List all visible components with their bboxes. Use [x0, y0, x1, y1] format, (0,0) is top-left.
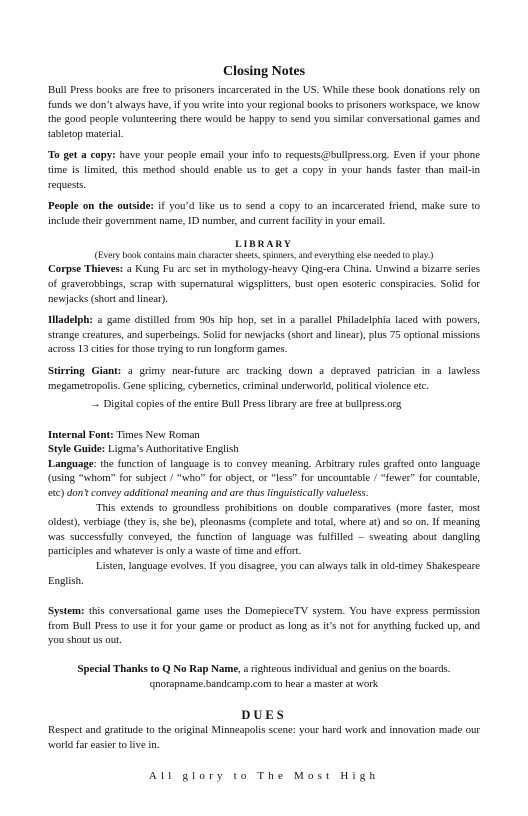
language-label: Language — [48, 457, 94, 470]
internal-font-line — [48, 428, 480, 443]
thanks-line — [48, 662, 480, 677]
book-corpse-thieves — [48, 262, 480, 306]
system-paragraph — [48, 604, 480, 648]
thanks-text: , a righteous individual and genius on the boards. — [238, 663, 451, 675]
book-stirring-giant — [48, 364, 480, 393]
listen-paragraph: Listen, language evolves. If you disagree, you can always talk in old-timey Shakespeare English. — [48, 560, 480, 587]
get-copy-paragraph — [48, 148, 480, 192]
dues-heading: DUES — [241, 708, 287, 723]
page-title: Closing Notes — [222, 64, 306, 79]
get-copy-text: have your people email your info to requests@bullpress.org. Even if your phone time is limited, this method should enable us to get a copy in your hands faster than mail-in requests. — [48, 149, 480, 191]
style-guide-line — [48, 442, 480, 457]
book-description: a Kung Fu arc set in mythology-heavy Qing-era China. Unwind a bizarre series of graverobbings, scrap with supernatural wigsplitters, bust open esoteric conspiracies. Solid for newjacks (short and linear). — [48, 263, 480, 305]
book-name: Corpse Thieves: — [48, 263, 124, 276]
digital-copies-note: → Digital copies of the entire Bull Press library are free at bullpress.org — [90, 398, 402, 411]
style-guide-value: Ligma’s Authoritative English — [105, 443, 239, 456]
thanks-link-line: qnorapname.bandcamp.com to hear a master at work — [149, 677, 379, 690]
language-text: : the function of language is to convey meaning. Arbitrary rules grafted onto language (using “whom” for subject / “who” for object, or “less” for uncountable / “fewer” for countable, etc) — [48, 457, 480, 500]
dues-paragraph: Respect and gratitude to the original Minneapolis scene: your hard work and innovation made our world far easier to live in. — [48, 724, 480, 751]
get-copy-label: To get a copy: — [48, 149, 116, 162]
outside-label: People on the outside: — [48, 200, 154, 213]
outside-text: if you’d like us to send a copy to an incarcerated friend, make sure to include their government name, ID number, and current facility in your email. — [48, 200, 481, 227]
library-subheading: (Every book contains main character sheets, spinners, and everything else needed to play.) — [94, 251, 434, 262]
closing-line: All glory to The Most High — [148, 770, 380, 783]
book-name: Illadelph: — [48, 314, 94, 327]
system-text: this conversational game uses the DomepieceTV system. You have express permission from Bull Press to use it for your game or product as long as it’s not for anything fucked up, and you shout us out. — [48, 605, 480, 647]
language-italic: don’t convey additional meaning and are thus linguistically valueless — [66, 487, 366, 500]
intro-paragraph: Bull Press books are free to prisoners incarcerated in the US. While these book donations rely on funds we don’t always have, if you write into your regional books to prisoners workspace, we know the good people volunteering there would be happy to send you similar conversational games and tabletop material. — [48, 84, 480, 140]
book-illadelph — [48, 313, 480, 357]
outside-paragraph — [48, 199, 480, 228]
system-label: System: — [48, 605, 85, 618]
library-heading: LIBRARY — [235, 240, 293, 251]
thanks-label: Special Thanks to Q No Rap Name — [77, 663, 239, 675]
book-description: a game distilled from 90s hip hop, set in a parallel Philadelphia laced with powers, strange creatures, and superbeings. Solid for newjacks (short and linear), plus 75 optional missions across 13 cities for those trying to run longform games. — [48, 314, 480, 356]
internal-font-value: Times New Roman — [113, 428, 200, 441]
book-name: Stirring Giant: — [48, 364, 122, 377]
language-end: . — [365, 487, 369, 500]
internal-font-label: Internal Font: — [48, 428, 114, 441]
book-description: a grimy near-future arc tracking down a depraved patrician in a lawless megametropolis. Gene splicing, cybernetics, criminal underworld, political violence etc. — [48, 364, 481, 392]
style-guide-label: Style Guide: — [48, 443, 106, 456]
extends-paragraph: This extends to groundless prohibitions on double comparatives (more faster, most oldest), verbiage (they is, she be), pleonasms (complete and total, where at) and so on. If meaning was successfully conveyed, the function of language was fulfilled – sweating about dangling participles and whatever is only a waste of time and effort. — [48, 501, 480, 558]
language-paragraph — [48, 457, 480, 501]
